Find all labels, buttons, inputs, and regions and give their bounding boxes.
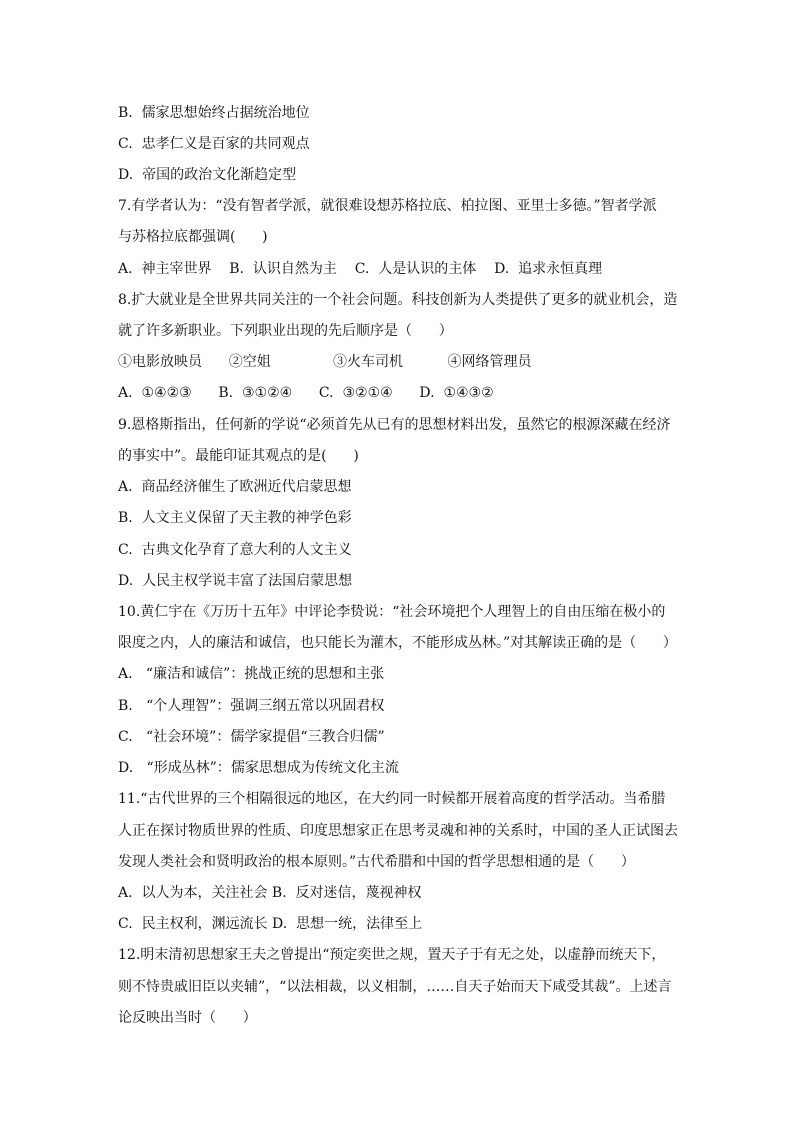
question-8-options: A. ①④②③ B. ③①②④ C. ③②①④ D. ①④③② xyxy=(118,385,494,401)
question-9-option-a: A. 商品经济催生了欧洲近代启蒙思想 xyxy=(118,479,352,495)
question-8-line-2: 就了许多新职业。下列职业出现的先后顺序是（ ） xyxy=(118,323,453,339)
question-10-option-a: A. “廉洁和诚信”：挑战正统的思想和主张 xyxy=(118,666,385,682)
question-9-option-d: D. 人民主权学说丰富了法国启蒙思想 xyxy=(118,573,353,589)
question-9-line-1: 9.恩格斯指出，任何新的学说“必须首先从已有的思想材料出发，虽然它的根源深藏在经济 xyxy=(118,417,671,433)
question-9-line-2: 的事实中”。最能印证其观点的是( ) xyxy=(118,448,359,464)
question-11-line-2: 人正在探讨物质世界的性质、印度思想家正在思考灵魂和神的关系时，中国的圣人正试图去 xyxy=(118,823,678,839)
option-c-line: C. 忠孝仁义是百家的共同观点 xyxy=(118,136,310,152)
question-10-option-b: B. “个人理智”：强调三纲五常以巩固君权 xyxy=(118,698,385,714)
question-10-line-1: 10.黄仁宇在《万历十五年》中评论李贽说：“社会环境把个人理智上的自由压缩在极小的 xyxy=(118,604,666,620)
question-8-items: ①电影放映员 ②空姐 ③火车司机 ④网络管理员 xyxy=(118,354,532,370)
question-12-line-1: 12.明末清初思想家王夫之曾提出“预定奕世之规，置天子于有无之处，以虚静而统天下， xyxy=(118,947,666,963)
option-d-line: D. 帝国的政治文化渐趋定型 xyxy=(118,167,297,183)
question-10-option-d: D. “形成丛林”：儒家思想成为传统文化主流 xyxy=(118,760,399,776)
question-11-options-ab: A. 以人为本，关注社会 B. 反对迷信，蔑视神权 xyxy=(118,885,422,901)
question-10-option-c: C. “社会环境”：儒学家提倡“三教合归儒” xyxy=(118,729,385,745)
question-11-line-1: 11.“古代世界的三个相隔很远的地区，在大约同一时候都开展着高度的哲学活动。当希腊 xyxy=(118,791,666,807)
question-12-line-3: 论反映出当时（ ） xyxy=(118,1010,257,1026)
question-7-line-1: 7.有学者认为：“没有智者学派，就很难设想苏格拉底、柏拉图、亚里士多德。”智者学派 xyxy=(118,198,657,214)
question-7-line-2: 与苏格拉底都强调( ) xyxy=(118,229,268,245)
question-10-line-2: 限度之内，人的廉洁和诚信，也只能长为灌木，不能形成丛林。”对其解读正确的是（ ） xyxy=(118,635,677,651)
option-b-line: B. 儒家思想始终占据统治地位 xyxy=(118,105,310,121)
question-9-option-c: C. 古典文化孕育了意大利的人文主义 xyxy=(118,542,352,558)
question-12-line-2: 则不恃贵戚旧臣以夹辅”，“以法相裁，以义相制，……自天子始而天下咸受其裁”。上述言 xyxy=(118,979,672,995)
question-11-options-cd: C. 民主权利，渊远流长 D. 思想一统，法律至上 xyxy=(118,916,423,932)
question-8-line-1: 8.扩大就业是全世界共同关注的一个社会问题。科技创新为人类提供了更多的就业机会，造 xyxy=(118,292,678,308)
question-7-options: A. 神主宰世界 B. 认识自然为主 C. 人是认识的主体 D. 追求永恒真理 xyxy=(118,261,603,277)
question-9-option-b: B. 人文主义保留了天主教的神学色彩 xyxy=(118,510,352,526)
question-11-line-3: 发现人类社会和贤明政治的根本原则。”古代希腊和中国的哲学思想相通的是（ ） xyxy=(118,854,635,870)
